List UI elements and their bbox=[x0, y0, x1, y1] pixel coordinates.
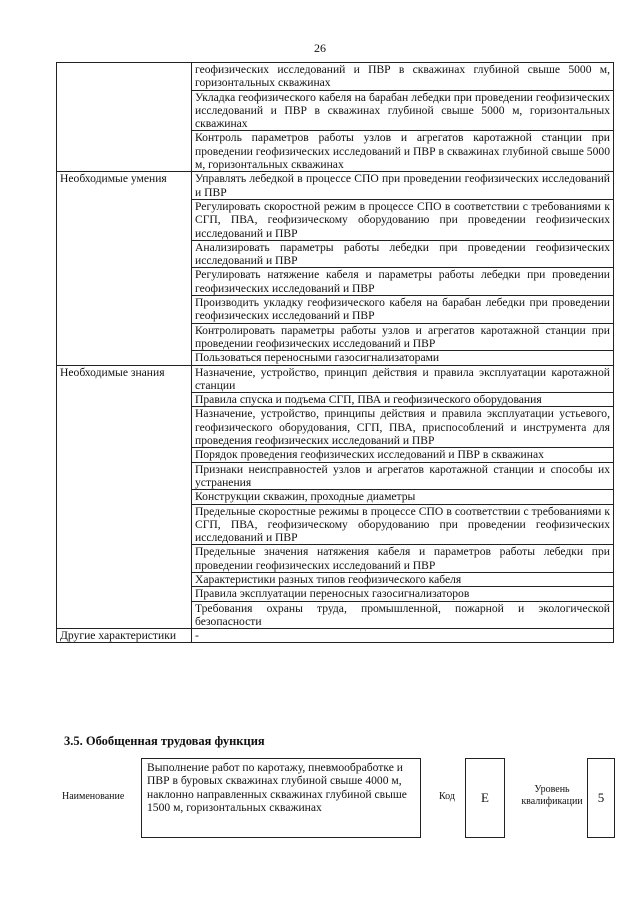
row-item-text: Предельные значения натяжения кабеля и параметров работы лебедки при проведении геофизических исследований и ПВР bbox=[192, 545, 614, 573]
qualification-level-value: 5 bbox=[587, 758, 615, 838]
table-row bbox=[57, 629, 614, 643]
row-item-text: Контроль параметров работы узлов и агрегатов каротажной станции при проведении геофизических исследований и ПВР в скважинах глубиной свыше 5000 м, горизонтальных скважинах bbox=[192, 131, 614, 172]
row-item-text: Назначение, устройство, принцип действия и правила эксплуатации каротажной станции bbox=[192, 365, 614, 393]
row-item-text: Требования охраны труда, промышленной, пожарной и экологической безопасности bbox=[192, 601, 614, 629]
competency-table-body bbox=[57, 63, 614, 643]
section-title: 3.5. Обобщенная трудовая функция bbox=[64, 734, 265, 748]
function-name-label: Наименование bbox=[62, 791, 125, 802]
row-item-text: Укладка геофизического кабеля на барабан лебедки при проведении геофизических исследований и ПВР в скважинах глубиной свыше 5000 м, горизонтальных скважинах bbox=[192, 90, 614, 131]
row-category-label: Другие характеристики bbox=[57, 629, 192, 643]
row-item-text: Пользоваться переносными газосигнализаторами bbox=[192, 351, 614, 365]
row-item-text: геофизических исследований и ПВР в скважинах глубиной свыше 5000 м, горизонтальных скважинах bbox=[192, 63, 614, 91]
page-number: 26 bbox=[314, 41, 326, 55]
row-item-text: Анализировать параметры работы лебедки при проведении геофизических исследований и ПВР bbox=[192, 240, 614, 268]
row-item-text: Предельные скоростные режимы в процессе СПО в соответствии с требованиями к СГП, ПВА, геофизическому оборудованию при проведении геофизических исследований и ПВР bbox=[192, 504, 614, 545]
qualification-level-label: Уровень квалификации bbox=[521, 784, 583, 807]
row-item-text: Признаки неисправностей узлов и агрегатов каротажной станции и способы их устранения bbox=[192, 462, 614, 490]
row-item-text: Конструкции скважин, проходные диаметры bbox=[192, 490, 614, 504]
row-category-label: Необходимые знания bbox=[57, 365, 192, 629]
row-item-text: Регулировать скоростной режим в процессе СПО в соответствии с требованиями к СГП, ПВА, геофизическому оборудованию при проведении геофизических исследований и ПВР bbox=[192, 199, 614, 240]
row-item-text: Назначение, устройство, принципы действия и правила эксплуатации устьевого, геофизического оборудования, СГП, ПВА, приспособлений и инструмента для проведения геофизических исследований и ПВР bbox=[192, 407, 614, 448]
function-code-label: Код bbox=[439, 791, 455, 802]
row-item-text: Правила спуска и подъема СГП, ПВА и геофизического оборудования bbox=[192, 393, 614, 407]
row-item-text: Порядок проведения геофизических исследований и ПВР в скважинах bbox=[192, 448, 614, 462]
function-code-value: Е bbox=[465, 758, 505, 838]
row-item-text: Производить укладку геофизического кабеля на барабан лебедки при проведении геофизических исследований и ПВР bbox=[192, 296, 614, 324]
row-item-text: Характеристики разных типов геофизического кабеля bbox=[192, 572, 614, 586]
function-name-value: Выполнение работ по каротажу, пневмообработке и ПВР в буровых скважинах глубиной свыше 4000 м, наклонно направленных скважинах глубиной свыше 1500 м, горизонтальных скважинах bbox=[141, 758, 421, 838]
row-item-text: Контролировать параметры работы узлов и агрегатов каротажной станции при проведении геофизических исследований и ПВР bbox=[192, 323, 614, 351]
row-item-text: Управлять лебедкой в процессе СПО при проведении геофизических исследований и ПВР bbox=[192, 172, 614, 200]
table-row bbox=[57, 365, 614, 393]
row-category-label: Необходимые умения bbox=[57, 172, 192, 365]
row-category-label bbox=[57, 63, 192, 172]
table-row bbox=[57, 172, 614, 200]
table-row bbox=[57, 63, 614, 91]
row-item-text: Регулировать натяжение кабеля и параметры работы лебедки при проведении геофизических исследований и ПВР bbox=[192, 268, 614, 296]
competency-table bbox=[56, 62, 614, 643]
row-item-text: - bbox=[192, 629, 614, 643]
row-item-text: Правила эксплуатации переносных газосигнализаторов bbox=[192, 587, 614, 601]
